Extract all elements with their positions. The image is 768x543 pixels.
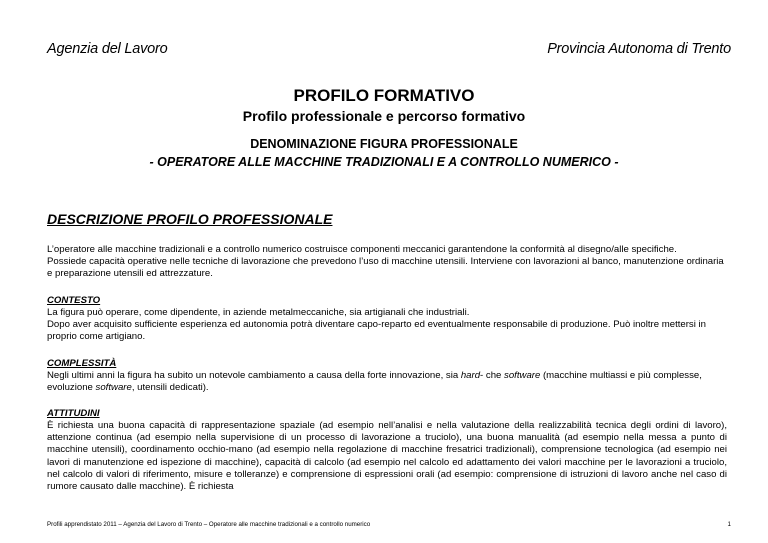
figure-name: - OPERATORE ALLE MACCHINE TRADIZIONALI E A CONTROLLO NUMERICO - xyxy=(149,155,619,169)
page-subtitle: Profilo professionale e percorso formativo xyxy=(242,108,526,124)
contesto-line-2: Dopo aver acquisito sufficiente esperienza ed autonomia potrà diventare capo-reparto ed eventualmente responsabile di produzione. Può inoltre mettersi in proprio come artigiano. xyxy=(47,319,706,343)
attitudini-paragraph: È richiesta una buona capacità di rappresentazione spaziale (ad esempio nell’analisi e nella valutazione della realizzabilità tecnica degli ordini di lavoro), attenzione continua (ad esempio nella supervisione di un processo di lavorazione a truciolo), una buona manualità (ad esempio nella messa a punto di macchine utensili), coordinamento occhio-mano (ad esempio nella regolazione di macchine fresatrici tradizionali), comprensione tecnologica (ad esempio nei lavori di manutenzione ed ispezione di macchine), capacità di calcolo (ad esempio nel calcolo ed adattamento dei valori macchine per le lavorazioni a truciolo, nel calcolo di valori di riferimento, misure e tolleranze) e comprensione di espressioni orali (ad esempio: comprensione di istruzioni di lavoro anche nel caso di rumore causato dalle macchine). È richiesta xyxy=(47,420,727,493)
complessita-text-b: - che xyxy=(480,370,505,381)
complessita-em-hard: hard xyxy=(460,370,481,381)
contesto-paragraph xyxy=(47,307,727,344)
intro-line-1: L’operatore alle macchine tradizionali e a controllo numerico costruisce componenti meccanici garantendone la conformità al disegno/alle specifiche. xyxy=(47,244,677,255)
attitudini-heading: ATTITUDINI xyxy=(47,408,100,419)
page-title: PROFILO FORMATIVO xyxy=(293,86,475,105)
footer-text: Profili apprendistato 2011 – Agenzia del Lavoro di Trento – Operatore alle macchine tradizionali e a controllo numerico xyxy=(47,521,371,528)
complessita-text-c: (macchine multiassi e più complesse, evoluzione xyxy=(47,370,702,394)
complessita-text-d: , utensili dedicati). xyxy=(131,382,209,394)
contesto-line-1: La figura può operare, come dipendente, in aziende metalmeccaniche, sia artigianali che industriali. xyxy=(47,307,470,318)
complessita-paragraph xyxy=(47,370,727,394)
contesto-heading: CONTESTO xyxy=(47,295,101,306)
header-agency: Agenzia del Lavoro xyxy=(47,41,168,57)
intro-line-2: Possiede capacità operative nelle tecniche di lavorazione che prevedono l’uso di macchine utensili. Interviene con lavorazioni al banco, manutenzione ordinaria e preparazione utensili ed attrezzature. xyxy=(47,256,724,280)
intro-paragraph xyxy=(47,244,727,281)
header-province: Provincia Autonoma di Trento xyxy=(547,41,731,57)
denomination-label: DENOMINAZIONE FIGURA PROFESSIONALE xyxy=(250,137,518,151)
complessita-text-a: Negli ultimi anni la figura ha subito un notevole cambiamento a causa della forte innovazione, sia xyxy=(47,370,461,381)
complessita-em-software: software xyxy=(504,370,541,381)
complessita-heading: COMPLESSITÀ xyxy=(47,358,117,369)
complessita-em-software-2: software xyxy=(95,382,132,394)
section-title-description: DESCRIZIONE PROFILO PROFESSIONALE xyxy=(47,211,333,227)
page-number: 1 xyxy=(727,521,731,528)
